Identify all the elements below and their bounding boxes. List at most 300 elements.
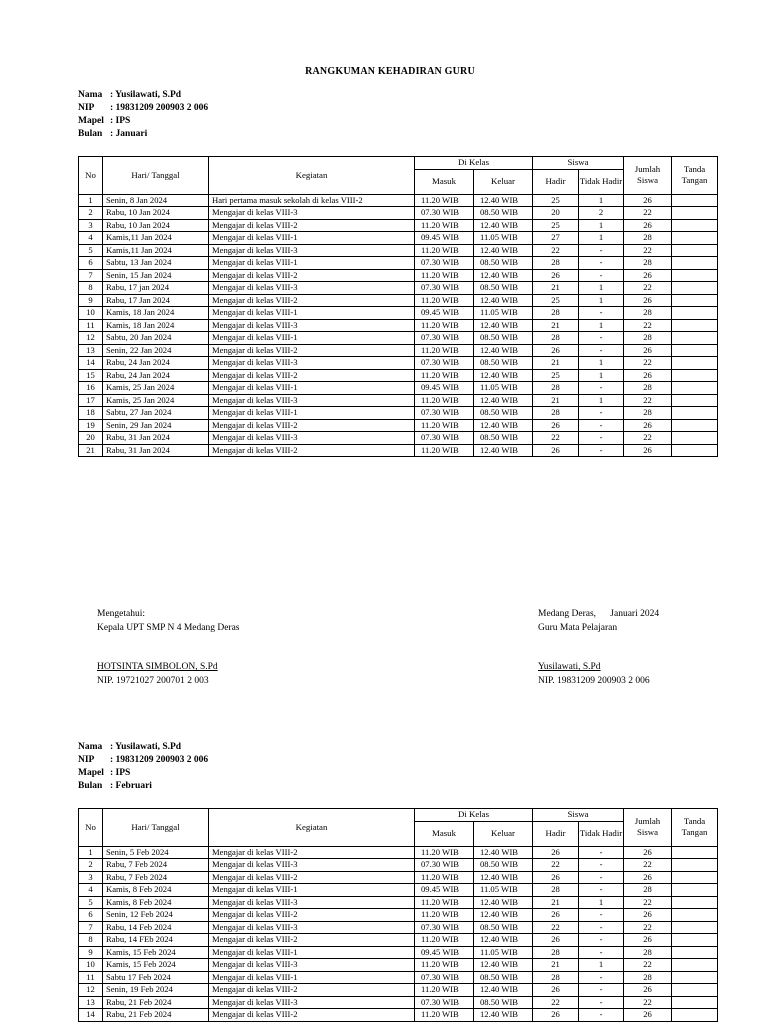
table-row <box>79 884 718 897</box>
row-signature <box>672 1009 718 1022</box>
row-absent: - <box>579 984 624 997</box>
row-present: 22 <box>533 432 579 445</box>
row-total: 28 <box>624 382 672 395</box>
row-time-out: 11.05 WIB <box>474 232 533 245</box>
row-time-in: 11.20 WIB <box>415 959 474 972</box>
row-date: Rabu, 17 Jan 2024 <box>103 294 209 307</box>
table-row <box>79 896 718 909</box>
header-students: Siswa <box>533 809 624 822</box>
row-date: Rabu, 14 Feb 2024 <box>103 921 209 934</box>
table-row <box>79 207 718 220</box>
row-activity: Mengajar di kelas VIII-2 <box>209 871 415 884</box>
row-signature <box>672 934 718 947</box>
row-time-out: 12.40 WIB <box>474 344 533 357</box>
row-time-out: 12.40 WIB <box>474 846 533 859</box>
row-number: 8 <box>79 934 103 947</box>
row-number: 4 <box>79 232 103 245</box>
row-present: 28 <box>533 946 579 959</box>
row-time-in: 11.20 WIB <box>415 319 474 332</box>
row-total: 26 <box>624 444 672 457</box>
row-activity: Mengajar di kelas VIII-1 <box>209 307 415 320</box>
row-time-in: 11.20 WIB <box>415 871 474 884</box>
row-absent: - <box>579 909 624 922</box>
row-total: 22 <box>624 432 672 445</box>
row-total: 28 <box>624 257 672 270</box>
row-number: 7 <box>79 921 103 934</box>
info-value: : Januari <box>110 129 148 139</box>
row-activity: Mengajar di kelas VIII-1 <box>209 946 415 959</box>
row-activity: Mengajar di kelas VIII-3 <box>209 394 415 407</box>
table-row <box>79 419 718 432</box>
row-number: 12 <box>79 332 103 345</box>
table-row <box>79 369 718 382</box>
row-date: Rabu, 10 Jan 2024 <box>103 219 209 232</box>
row-date: Kamis, 25 Jan 2024 <box>103 382 209 395</box>
row-total: 22 <box>624 896 672 909</box>
row-number: 18 <box>79 407 103 420</box>
row-signature <box>672 984 718 997</box>
row-time-in: 09.45 WIB <box>415 307 474 320</box>
row-absent: 1 <box>579 394 624 407</box>
row-present: 21 <box>533 282 579 295</box>
row-date: Senin, 12 Feb 2024 <box>103 909 209 922</box>
row-time-out: 12.40 WIB <box>474 244 533 257</box>
row-absent: 1 <box>579 319 624 332</box>
row-activity: Mengajar di kelas VIII-3 <box>209 357 415 370</box>
row-absent: - <box>579 269 624 282</box>
row-signature <box>672 382 718 395</box>
row-total: 22 <box>624 207 672 220</box>
row-number: 3 <box>79 219 103 232</box>
row-activity: Mengajar di kelas VIII-3 <box>209 959 415 972</box>
row-present: 25 <box>533 369 579 382</box>
row-total: 22 <box>624 357 672 370</box>
row-absent: - <box>579 859 624 872</box>
info-label: Mapel <box>78 768 104 778</box>
header-in: Masuk <box>415 169 474 194</box>
table-row <box>79 357 718 370</box>
row-present: 28 <box>533 307 579 320</box>
row-absent: - <box>579 1009 624 1022</box>
row-date: Kamis, 18 Jan 2024 <box>103 307 209 320</box>
header-in-class: Di Kelas <box>415 157 533 170</box>
row-date: Senin, 22 Jan 2024 <box>103 344 209 357</box>
teacher-name: Yusilawati, S.Pd <box>538 662 601 672</box>
row-number: 21 <box>79 444 103 457</box>
row-time-in: 07.30 WIB <box>415 921 474 934</box>
row-absent: - <box>579 419 624 432</box>
row-time-in: 11.20 WIB <box>415 344 474 357</box>
row-present: 26 <box>533 984 579 997</box>
row-present: 25 <box>533 194 579 207</box>
row-activity: Hari pertama masuk sekolah di kelas VIII-2 <box>209 194 415 207</box>
row-activity: Mengajar di kelas VIII-3 <box>209 207 415 220</box>
row-absent: - <box>579 871 624 884</box>
info-label: Bulan <box>78 781 103 791</box>
row-time-in: 11.20 WIB <box>415 896 474 909</box>
teacher-info-january <box>78 89 208 141</box>
acknowledged-label: Mengetahui: <box>97 609 146 619</box>
row-time-out: 11.05 WIB <box>474 946 533 959</box>
row-absent: 1 <box>579 959 624 972</box>
row-time-out: 08.50 WIB <box>474 332 533 345</box>
row-time-in: 07.30 WIB <box>415 996 474 1009</box>
row-present: 26 <box>533 1009 579 1022</box>
row-activity: Mengajar di kelas VIII-1 <box>209 407 415 420</box>
row-time-out: 08.50 WIB <box>474 357 533 370</box>
row-time-out: 08.50 WIB <box>474 432 533 445</box>
row-activity: Mengajar di kelas VIII-3 <box>209 921 415 934</box>
row-signature <box>672 282 718 295</box>
row-total: 26 <box>624 984 672 997</box>
place-date: Medang Deras, Januari 2024 <box>538 609 660 619</box>
row-activity: Mengajar di kelas VIII-1 <box>209 382 415 395</box>
row-present: 27 <box>533 232 579 245</box>
row-signature <box>672 357 718 370</box>
row-present: 26 <box>533 846 579 859</box>
row-date: Rabu, 17 jan 2024 <box>103 282 209 295</box>
row-activity: Mengajar di kelas VIII-3 <box>209 896 415 909</box>
row-time-out: 12.40 WIB <box>474 269 533 282</box>
row-activity: Mengajar di kelas VIII-1 <box>209 257 415 270</box>
row-absent: 1 <box>579 357 624 370</box>
row-total: 28 <box>624 407 672 420</box>
row-total: 22 <box>624 282 672 295</box>
row-present: 22 <box>533 996 579 1009</box>
header-out: Keluar <box>474 169 533 194</box>
table-row <box>79 332 718 345</box>
row-signature <box>672 884 718 897</box>
row-time-in: 11.20 WIB <box>415 244 474 257</box>
info-value: : 19831209 200903 2 006 <box>110 103 209 113</box>
row-total: 26 <box>624 194 672 207</box>
row-time-out: 12.40 WIB <box>474 394 533 407</box>
row-total: 26 <box>624 369 672 382</box>
row-time-in: 11.20 WIB <box>415 419 474 432</box>
row-time-out: 08.50 WIB <box>474 282 533 295</box>
table-row <box>79 282 718 295</box>
row-date: Kamis,11 Jan 2024 <box>103 232 209 245</box>
table-row <box>79 294 718 307</box>
row-time-in: 07.30 WIB <box>415 432 474 445</box>
row-signature <box>672 946 718 959</box>
row-total: 26 <box>624 846 672 859</box>
signature-right <box>538 607 659 688</box>
row-number: 9 <box>79 946 103 959</box>
row-time-out: 08.50 WIB <box>474 859 533 872</box>
row-number: 1 <box>79 194 103 207</box>
table-row <box>79 996 718 1009</box>
row-absent: - <box>579 921 624 934</box>
table-row <box>79 946 718 959</box>
row-number: 10 <box>79 307 103 320</box>
row-time-out: 12.40 WIB <box>474 871 533 884</box>
row-present: 28 <box>533 971 579 984</box>
row-date: Kamis,11 Jan 2024 <box>103 244 209 257</box>
header-activity: Kegiatan <box>209 157 415 195</box>
row-signature <box>672 921 718 934</box>
table-row <box>79 921 718 934</box>
header-in-class: Di Kelas <box>415 809 533 822</box>
table-row <box>79 871 718 884</box>
row-number: 11 <box>79 319 103 332</box>
row-time-in: 09.45 WIB <box>415 232 474 245</box>
row-date: Senin, 29 Jan 2024 <box>103 419 209 432</box>
row-number: 11 <box>79 971 103 984</box>
table-row <box>79 444 718 457</box>
row-time-in: 07.30 WIB <box>415 257 474 270</box>
row-activity: Mengajar di kelas VIII-2 <box>209 269 415 282</box>
info-label: NIP <box>78 103 95 113</box>
row-date: Kamis, 18 Jan 2024 <box>103 319 209 332</box>
row-time-in: 11.20 WIB <box>415 394 474 407</box>
row-signature <box>672 859 718 872</box>
info-label: NIP <box>78 755 95 765</box>
row-signature <box>672 319 718 332</box>
row-absent: 1 <box>579 219 624 232</box>
info-value: : Yusilawati, S.Pd <box>110 742 182 752</box>
teacher-title: Guru Mata Pelajaran <box>538 623 618 633</box>
header-signature: Tanda Tangan <box>672 157 718 195</box>
row-time-in: 09.45 WIB <box>415 946 474 959</box>
row-number: 14 <box>79 357 103 370</box>
header-present: Hadir <box>533 169 579 194</box>
row-activity: Mengajar di kelas VIII-2 <box>209 984 415 997</box>
row-total: 26 <box>624 269 672 282</box>
row-date: Senin, 19 Feb 2024 <box>103 984 209 997</box>
row-number: 1 <box>79 846 103 859</box>
row-present: 22 <box>533 921 579 934</box>
row-date: Rabu, 31 Jan 2024 <box>103 444 209 457</box>
row-absent: - <box>579 257 624 270</box>
row-present: 26 <box>533 444 579 457</box>
row-signature <box>672 257 718 270</box>
row-time-out: 08.50 WIB <box>474 971 533 984</box>
row-date: Kamis, 15 Feb 2024 <box>103 959 209 972</box>
table-row <box>79 382 718 395</box>
row-activity: Mengajar di kelas VIII-2 <box>209 846 415 859</box>
table-row <box>79 909 718 922</box>
header-date: Hari/ Tanggal <box>103 809 209 847</box>
row-activity: Mengajar di kelas VIII-3 <box>209 319 415 332</box>
row-time-in: 07.30 WIB <box>415 407 474 420</box>
row-activity: Mengajar di kelas VIII-3 <box>209 244 415 257</box>
row-number: 16 <box>79 382 103 395</box>
row-total: 22 <box>624 959 672 972</box>
row-activity: Mengajar di kelas VIII-2 <box>209 934 415 947</box>
row-activity: Mengajar di kelas VIII-3 <box>209 996 415 1009</box>
row-signature <box>672 369 718 382</box>
row-absent: 1 <box>579 294 624 307</box>
header-out: Keluar <box>474 821 533 846</box>
row-absent: - <box>579 382 624 395</box>
row-signature <box>672 971 718 984</box>
header-absent: Tidak Hadir <box>579 169 624 194</box>
row-absent: - <box>579 332 624 345</box>
table-row <box>79 244 718 257</box>
header-no: No <box>79 157 103 195</box>
header-students: Siswa <box>533 157 624 170</box>
row-number: 12 <box>79 984 103 997</box>
row-total: 26 <box>624 419 672 432</box>
table-row <box>79 432 718 445</box>
row-activity: Mengajar di kelas VIII-2 <box>209 444 415 457</box>
row-date: Rabu, 31 Jan 2024 <box>103 432 209 445</box>
info-value: : IPS <box>110 768 131 778</box>
table-row <box>79 959 718 972</box>
row-date: Rabu, 24 Jan 2024 <box>103 369 209 382</box>
row-time-in: 11.20 WIB <box>415 909 474 922</box>
row-time-out: 12.40 WIB <box>474 1009 533 1022</box>
row-time-in: 11.20 WIB <box>415 846 474 859</box>
row-signature <box>672 219 718 232</box>
row-activity: Mengajar di kelas VIII-3 <box>209 859 415 872</box>
row-time-out: 12.40 WIB <box>474 219 533 232</box>
row-signature <box>672 269 718 282</box>
row-activity: Mengajar di kelas VIII-3 <box>209 432 415 445</box>
row-absent: 2 <box>579 207 624 220</box>
header-absent: Tidak Hadir <box>579 821 624 846</box>
info-label: Nama <box>78 742 103 752</box>
row-activity: Mengajar di kelas VIII-2 <box>209 1009 415 1022</box>
row-date: Kamis, 15 Feb 2024 <box>103 946 209 959</box>
table-row <box>79 859 718 872</box>
row-total: 22 <box>624 996 672 1009</box>
row-total: 22 <box>624 921 672 934</box>
row-signature <box>672 896 718 909</box>
row-time-in: 09.45 WIB <box>415 884 474 897</box>
row-total: 28 <box>624 232 672 245</box>
info-label: Nama <box>78 90 103 100</box>
row-time-in: 07.30 WIB <box>415 332 474 345</box>
row-date: Rabu, 21 Feb 2024 <box>103 1009 209 1022</box>
header-no: No <box>79 809 103 847</box>
row-date: Sabtu, 20 Jan 2024 <box>103 332 209 345</box>
row-time-in: 09.45 WIB <box>415 382 474 395</box>
row-number: 17 <box>79 394 103 407</box>
row-time-out: 08.50 WIB <box>474 407 533 420</box>
principal-name: HOTSINTA SIMBOLON, S.Pd <box>97 662 218 672</box>
row-signature <box>672 419 718 432</box>
row-signature <box>672 244 718 257</box>
row-absent: 1 <box>579 194 624 207</box>
row-signature <box>672 444 718 457</box>
row-present: 21 <box>533 896 579 909</box>
header-present: Hadir <box>533 821 579 846</box>
row-time-out: 12.40 WIB <box>474 369 533 382</box>
row-absent: - <box>579 846 624 859</box>
row-total: 22 <box>624 859 672 872</box>
row-time-in: 11.20 WIB <box>415 294 474 307</box>
row-signature <box>672 432 718 445</box>
row-present: 26 <box>533 934 579 947</box>
row-total: 28 <box>624 884 672 897</box>
row-present: 28 <box>533 884 579 897</box>
row-present: 21 <box>533 319 579 332</box>
row-signature <box>672 307 718 320</box>
row-time-out: 12.40 WIB <box>474 896 533 909</box>
row-number: 15 <box>79 369 103 382</box>
row-time-in: 11.20 WIB <box>415 269 474 282</box>
principal-title: Kepala UPT SMP N 4 Medang Deras <box>97 623 240 633</box>
row-present: 28 <box>533 257 579 270</box>
row-present: 21 <box>533 394 579 407</box>
row-date: Rabu, 10 Jan 2024 <box>103 207 209 220</box>
header-activity: Kegiatan <box>209 809 415 847</box>
row-present: 26 <box>533 909 579 922</box>
row-time-out: 08.50 WIB <box>474 207 533 220</box>
table-row <box>79 194 718 207</box>
row-time-out: 12.40 WIB <box>474 294 533 307</box>
header-date: Hari/ Tanggal <box>103 157 209 195</box>
row-activity: Mengajar di kelas VIII-1 <box>209 971 415 984</box>
row-signature <box>672 232 718 245</box>
row-total: 26 <box>624 344 672 357</box>
row-time-out: 12.40 WIB <box>474 934 533 947</box>
info-label: Mapel <box>78 116 104 126</box>
row-total: 26 <box>624 294 672 307</box>
row-absent: - <box>579 244 624 257</box>
row-absent: - <box>579 307 624 320</box>
row-total: 22 <box>624 319 672 332</box>
row-total: 28 <box>624 971 672 984</box>
row-time-in: 11.20 WIB <box>415 1009 474 1022</box>
row-absent: - <box>579 971 624 984</box>
table-row <box>79 971 718 984</box>
table-row <box>79 232 718 245</box>
info-label: Bulan <box>78 129 103 139</box>
row-activity: Mengajar di kelas VIII-3 <box>209 282 415 295</box>
table-row <box>79 319 718 332</box>
row-time-in: 07.30 WIB <box>415 859 474 872</box>
row-absent: 1 <box>579 369 624 382</box>
row-signature <box>672 194 718 207</box>
teacher-nip: NIP. 19831209 200903 2 006 <box>538 676 650 686</box>
header-signature: Tanda Tangan <box>672 809 718 847</box>
row-activity: Mengajar di kelas VIII-2 <box>209 909 415 922</box>
signature-left <box>97 607 239 688</box>
row-number: 2 <box>79 207 103 220</box>
row-absent: 1 <box>579 282 624 295</box>
row-absent: 1 <box>579 896 624 909</box>
row-present: 28 <box>533 332 579 345</box>
row-time-out: 11.05 WIB <box>474 884 533 897</box>
row-time-out: 08.50 WIB <box>474 921 533 934</box>
row-activity: Mengajar di kelas VIII-2 <box>209 219 415 232</box>
row-activity: Mengajar di kelas VIII-1 <box>209 884 415 897</box>
table-row <box>79 407 718 420</box>
attendance-table-january <box>78 156 718 457</box>
row-time-out: 12.40 WIB <box>474 444 533 457</box>
table-row <box>79 219 718 232</box>
row-time-in: 07.30 WIB <box>415 282 474 295</box>
row-absent: - <box>579 444 624 457</box>
row-absent: - <box>579 407 624 420</box>
header-in: Masuk <box>415 821 474 846</box>
row-total: 26 <box>624 909 672 922</box>
row-total: 26 <box>624 871 672 884</box>
row-signature <box>672 294 718 307</box>
row-number: 2 <box>79 859 103 872</box>
row-time-in: 11.20 WIB <box>415 219 474 232</box>
row-time-out: 12.40 WIB <box>474 319 533 332</box>
row-total: 26 <box>624 219 672 232</box>
row-present: 25 <box>533 294 579 307</box>
row-time-in: 11.20 WIB <box>415 934 474 947</box>
row-number: 19 <box>79 419 103 432</box>
row-number: 5 <box>79 244 103 257</box>
row-signature <box>672 871 718 884</box>
